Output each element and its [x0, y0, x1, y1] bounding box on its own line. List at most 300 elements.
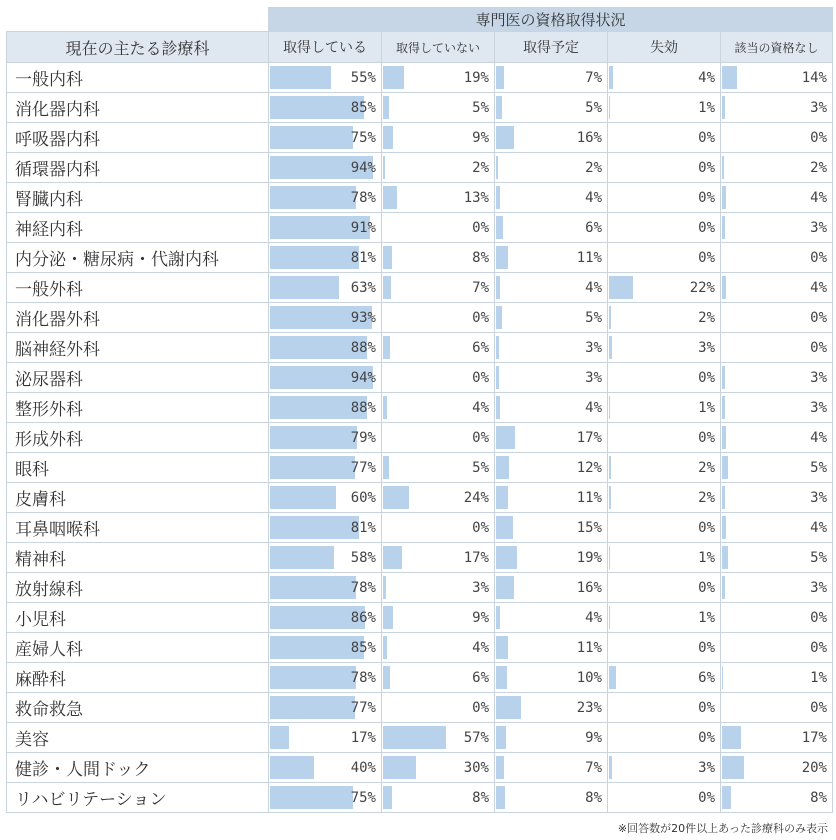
value-cell [269, 273, 382, 303]
value-label: 78% [350, 669, 376, 686]
value-bar [722, 396, 725, 419]
value-cell [721, 453, 833, 483]
value-label: 75% [350, 789, 376, 806]
value-bar [383, 666, 390, 689]
value-bar [496, 606, 500, 629]
value-label: 0% [698, 129, 715, 146]
value-label: 9% [472, 609, 489, 626]
value-label: 94% [350, 369, 376, 386]
value-bar [270, 516, 359, 539]
value-label: 2% [698, 459, 715, 476]
value-label: 1% [698, 609, 715, 626]
value-cell [382, 603, 495, 633]
value-cell [382, 513, 495, 543]
value-label: 4% [585, 279, 602, 296]
value-cell [495, 573, 608, 603]
value-bar [496, 486, 508, 509]
value-label: 1% [698, 99, 715, 116]
specialty-label: 皮膚科 [7, 483, 269, 513]
value-label: 0% [472, 219, 489, 236]
value-label: 0% [698, 639, 715, 656]
value-label: 7% [585, 69, 602, 86]
value-label: 9% [472, 129, 489, 146]
value-cell [721, 393, 833, 423]
value-cell [608, 723, 721, 753]
value-cell [382, 93, 495, 123]
value-bar [722, 546, 728, 569]
value-cell [269, 663, 382, 693]
value-label: 0% [698, 519, 715, 536]
value-cell [269, 483, 382, 513]
table-row [7, 63, 833, 93]
value-label: 4% [472, 639, 489, 656]
value-label: 16% [576, 129, 602, 146]
value-label: 0% [472, 309, 489, 326]
value-bar [383, 276, 391, 299]
value-label: 5% [810, 459, 827, 476]
value-label: 0% [472, 369, 489, 386]
value-label: 17% [350, 729, 376, 746]
value-cell [495, 153, 608, 183]
value-cell [608, 183, 721, 213]
value-label: 4% [585, 189, 602, 206]
value-label: 88% [350, 339, 376, 356]
value-cell [382, 153, 495, 183]
value-cell [269, 213, 382, 243]
value-bar [722, 456, 728, 479]
value-cell [721, 663, 833, 693]
value-cell [382, 63, 495, 93]
value-label: 0% [698, 699, 715, 716]
value-label: 4% [585, 609, 602, 626]
value-bar [496, 66, 504, 89]
value-label: 12% [576, 459, 602, 476]
value-bar [270, 96, 364, 119]
value-cell [269, 693, 382, 723]
value-label: 5% [472, 459, 489, 476]
value-cell [269, 93, 382, 123]
table-row [7, 453, 833, 483]
value-label: 10% [576, 669, 602, 686]
table-row [7, 543, 833, 573]
value-bar [722, 666, 723, 689]
value-cell [382, 243, 495, 273]
value-cell [608, 363, 721, 393]
value-cell [721, 153, 833, 183]
value-bar [270, 546, 334, 569]
value-bar [270, 126, 353, 149]
value-bar [270, 756, 314, 779]
value-cell [721, 93, 833, 123]
value-label: 0% [698, 219, 715, 236]
value-bar [722, 756, 744, 779]
value-label: 0% [698, 579, 715, 596]
value-bar [609, 606, 610, 629]
value-cell [608, 633, 721, 663]
table-row [7, 153, 833, 183]
value-bar [722, 276, 726, 299]
value-bar [496, 636, 508, 659]
column-header-acquired: 取得している [269, 32, 382, 63]
value-bar [270, 186, 356, 209]
value-cell [495, 603, 608, 633]
value-label: 17% [576, 429, 602, 446]
value-cell [269, 423, 382, 453]
value-label: 3% [585, 339, 602, 356]
value-cell [608, 303, 721, 333]
value-label: 91% [350, 219, 376, 236]
value-label: 85% [350, 639, 376, 656]
value-bar [383, 726, 446, 749]
value-bar [270, 246, 359, 269]
value-label: 78% [350, 579, 376, 596]
value-label: 2% [698, 489, 715, 506]
value-cell [721, 693, 833, 723]
value-bar [496, 546, 517, 569]
value-cell [269, 363, 382, 393]
value-label: 58% [350, 549, 376, 566]
value-label: 13% [463, 189, 489, 206]
table-row [7, 123, 833, 153]
value-label: 93% [350, 309, 376, 326]
value-cell [495, 783, 608, 813]
value-cell [721, 573, 833, 603]
value-bar [270, 696, 355, 719]
value-cell [269, 783, 382, 813]
value-cell [382, 303, 495, 333]
value-label: 20% [801, 759, 827, 776]
value-label: 7% [472, 279, 489, 296]
value-bar [609, 396, 610, 419]
value-cell [721, 753, 833, 783]
value-bar [496, 756, 504, 779]
value-bar [496, 786, 505, 809]
value-cell [608, 333, 721, 363]
value-bar [270, 276, 339, 299]
value-label: 3% [810, 489, 827, 506]
value-cell [495, 363, 608, 393]
value-label: 0% [472, 519, 489, 536]
value-label: 77% [350, 699, 376, 716]
column-header-not-acquired: 取得していない [382, 32, 495, 63]
specialty-label: 耳鼻咽喉科 [7, 513, 269, 543]
value-cell [495, 663, 608, 693]
value-cell [608, 453, 721, 483]
value-bar [496, 216, 503, 239]
qualification-table [6, 7, 833, 813]
value-label: 24% [463, 489, 489, 506]
value-cell [721, 423, 833, 453]
value-cell [721, 633, 833, 663]
value-bar [383, 246, 392, 269]
value-cell [608, 423, 721, 453]
table-row [7, 393, 833, 423]
value-cell [382, 783, 495, 813]
value-label: 0% [810, 639, 827, 656]
value-label: 0% [810, 609, 827, 626]
value-cell [495, 243, 608, 273]
value-cell [382, 543, 495, 573]
value-bar [722, 486, 725, 509]
group-header: 専門医の資格取得状況 [269, 8, 833, 32]
value-cell [382, 483, 495, 513]
value-bar [609, 336, 612, 359]
value-cell [382, 123, 495, 153]
column-header-not-applicable: 該当の資格なし [721, 32, 833, 63]
value-bar [270, 486, 336, 509]
value-cell [608, 213, 721, 243]
value-bar [609, 756, 612, 779]
value-cell [382, 663, 495, 693]
value-cell [721, 483, 833, 513]
value-cell [495, 303, 608, 333]
value-label: 30% [463, 759, 489, 776]
value-label: 4% [810, 189, 827, 206]
value-bar [270, 636, 364, 659]
value-cell [382, 363, 495, 393]
value-cell [382, 273, 495, 303]
value-bar [722, 576, 725, 599]
value-bar [383, 96, 389, 119]
value-label: 3% [810, 579, 827, 596]
value-bar [270, 426, 357, 449]
value-label: 23% [576, 699, 602, 716]
specialty-label: 一般内科 [7, 63, 269, 93]
value-label: 11% [576, 249, 602, 266]
value-label: 79% [350, 429, 376, 446]
value-label: 94% [350, 159, 376, 176]
value-bar [496, 336, 499, 359]
value-cell [608, 273, 721, 303]
value-bar [383, 786, 392, 809]
value-bar [383, 186, 397, 209]
value-cell [495, 423, 608, 453]
value-cell [608, 603, 721, 633]
value-label: 11% [576, 489, 602, 506]
value-bar [609, 66, 613, 89]
value-bar [270, 726, 289, 749]
table-row [7, 423, 833, 453]
value-bar [609, 306, 611, 329]
value-label: 3% [585, 369, 602, 386]
specialty-label: 健診・人間ドック [7, 753, 269, 783]
value-label: 3% [698, 339, 715, 356]
value-label: 2% [810, 159, 827, 176]
value-label: 3% [698, 759, 715, 776]
value-cell [269, 303, 382, 333]
value-cell [382, 213, 495, 243]
value-label: 40% [350, 759, 376, 776]
table-row [7, 693, 833, 723]
value-label: 4% [698, 69, 715, 86]
value-cell [495, 633, 608, 663]
specialty-label: 神経内科 [7, 213, 269, 243]
value-cell [269, 573, 382, 603]
value-cell [269, 753, 382, 783]
value-cell [495, 483, 608, 513]
value-cell [269, 723, 382, 753]
value-cell [382, 453, 495, 483]
value-bar [722, 96, 725, 119]
table-row [7, 663, 833, 693]
value-cell [721, 603, 833, 633]
value-label: 0% [698, 789, 715, 806]
value-label: 0% [810, 129, 827, 146]
value-cell [721, 333, 833, 363]
value-label: 0% [698, 729, 715, 746]
value-cell [495, 393, 608, 423]
column-header-expired: 失効 [608, 32, 721, 63]
value-cell [269, 243, 382, 273]
value-bar [722, 516, 726, 539]
specialty-label: 産婦人科 [7, 633, 269, 663]
value-cell [721, 123, 833, 153]
value-label: 3% [810, 99, 827, 116]
value-cell [382, 393, 495, 423]
value-label: 19% [463, 69, 489, 86]
value-label: 17% [801, 729, 827, 746]
value-bar [383, 546, 402, 569]
table-body [7, 63, 833, 813]
value-label: 3% [810, 219, 827, 236]
value-bar [609, 96, 610, 119]
value-cell [382, 183, 495, 213]
value-cell [269, 543, 382, 573]
value-label: 16% [576, 579, 602, 596]
value-bar [609, 486, 611, 509]
value-cell [608, 543, 721, 573]
value-label: 0% [698, 369, 715, 386]
value-label: 1% [810, 669, 827, 686]
column-header-row [7, 32, 833, 63]
value-bar [383, 126, 393, 149]
value-label: 81% [350, 249, 376, 266]
value-label: 6% [698, 669, 715, 686]
value-cell [721, 303, 833, 333]
value-cell [721, 63, 833, 93]
value-label: 5% [585, 309, 602, 326]
value-bar [496, 576, 514, 599]
table-row [7, 783, 833, 813]
table-row [7, 243, 833, 273]
value-cell [382, 633, 495, 663]
value-bar [270, 456, 355, 479]
specialty-column-header: 現在の主たる診療科 [7, 32, 269, 63]
value-bar [496, 726, 506, 749]
value-cell [721, 243, 833, 273]
value-bar [383, 756, 416, 779]
value-cell [495, 723, 608, 753]
value-label: 0% [472, 699, 489, 716]
value-bar [496, 156, 498, 179]
value-label: 2% [585, 159, 602, 176]
value-bar [383, 456, 389, 479]
value-bar [722, 786, 731, 809]
value-bar [383, 66, 404, 89]
value-label: 0% [698, 429, 715, 446]
value-cell [269, 63, 382, 93]
table-row [7, 723, 833, 753]
value-bar [383, 486, 409, 509]
value-bar [383, 576, 386, 599]
specialty-label: 放射線科 [7, 573, 269, 603]
value-bar [722, 726, 741, 749]
value-cell [721, 363, 833, 393]
value-bar [722, 216, 725, 239]
table-row [7, 213, 833, 243]
value-bar [383, 336, 390, 359]
value-cell [495, 273, 608, 303]
value-label: 0% [698, 189, 715, 206]
value-cell [608, 483, 721, 513]
value-bar [496, 426, 515, 449]
value-label: 0% [472, 429, 489, 446]
table-row [7, 93, 833, 123]
value-cell [269, 513, 382, 543]
value-cell [721, 273, 833, 303]
value-cell [721, 513, 833, 543]
table-row [7, 483, 833, 513]
value-label: 2% [698, 309, 715, 326]
value-label: 0% [698, 159, 715, 176]
specialty-label: 内分泌・糖尿病・代謝内科 [7, 243, 269, 273]
specialty-label: 呼吸器内科 [7, 123, 269, 153]
value-cell [382, 753, 495, 783]
header-corner [7, 8, 269, 32]
value-cell [495, 63, 608, 93]
value-label: 81% [350, 519, 376, 536]
table-row [7, 633, 833, 663]
value-label: 5% [810, 549, 827, 566]
value-bar [496, 96, 502, 119]
value-cell [608, 93, 721, 123]
value-bar [609, 546, 610, 569]
table-row [7, 753, 833, 783]
table-row [7, 363, 833, 393]
value-label: 0% [698, 249, 715, 266]
specialty-label: 美容 [7, 723, 269, 753]
value-label: 0% [810, 339, 827, 356]
value-cell [382, 423, 495, 453]
value-label: 11% [576, 639, 602, 656]
value-label: 78% [350, 189, 376, 206]
value-label: 8% [810, 789, 827, 806]
specialty-label: 麻酔科 [7, 663, 269, 693]
column-header-planned: 取得予定 [495, 32, 608, 63]
value-cell [608, 663, 721, 693]
value-label: 4% [472, 399, 489, 416]
table-row [7, 333, 833, 363]
value-cell [721, 183, 833, 213]
specialty-label: 消化器内科 [7, 93, 269, 123]
value-bar [383, 156, 385, 179]
specialty-label: 小児科 [7, 603, 269, 633]
specialty-label: 泌尿器科 [7, 363, 269, 393]
value-cell [608, 243, 721, 273]
value-label: 6% [585, 219, 602, 236]
specialty-label: リハビリテーション [7, 783, 269, 813]
value-bar [496, 516, 513, 539]
value-cell [721, 543, 833, 573]
value-bar [496, 366, 499, 389]
value-cell [495, 333, 608, 363]
value-cell [269, 393, 382, 423]
value-bar [383, 636, 387, 659]
value-label: 14% [801, 69, 827, 86]
value-bar [496, 246, 508, 269]
value-label: 1% [698, 399, 715, 416]
value-bar [722, 186, 726, 209]
